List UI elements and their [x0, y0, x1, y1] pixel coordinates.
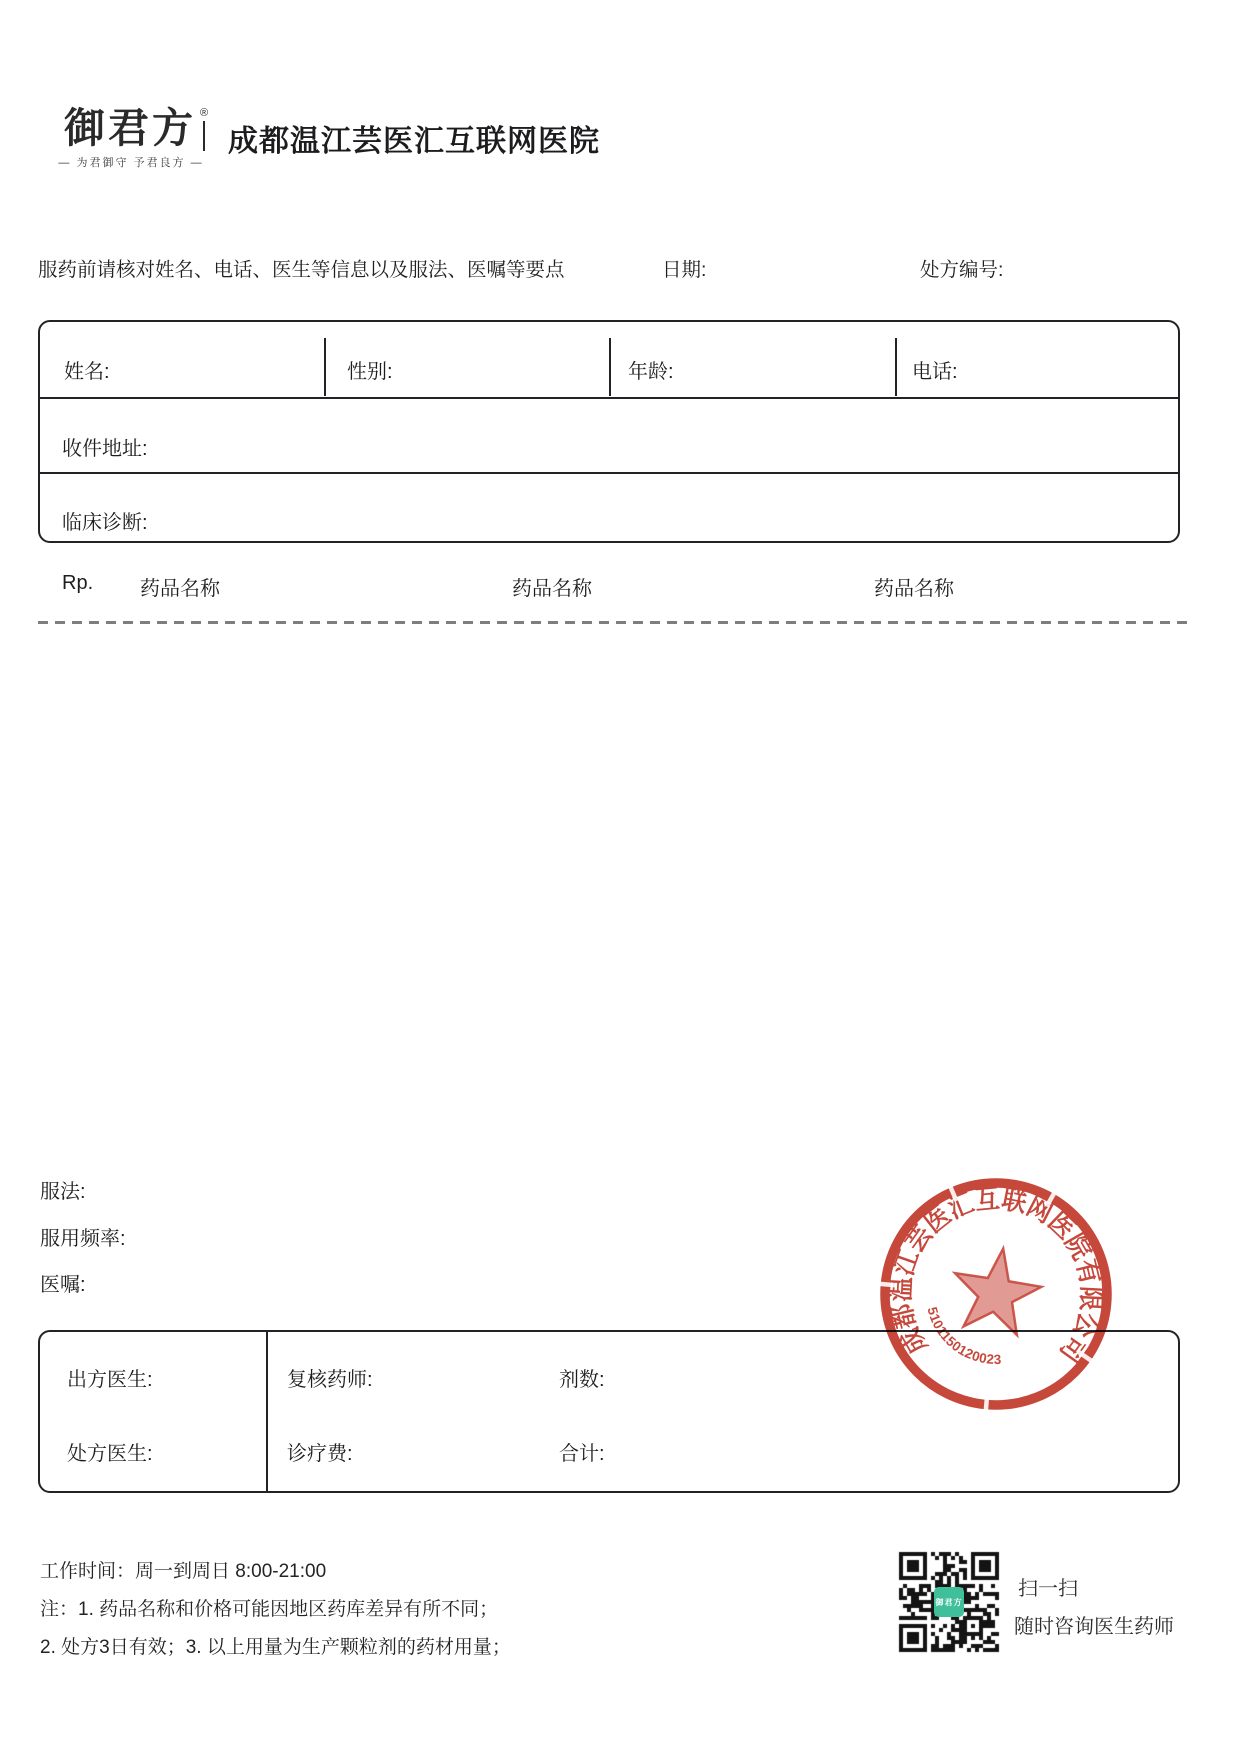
logo-vertical-bar [203, 121, 205, 151]
usage-method-label: 服法: [40, 1181, 86, 1203]
drug-name-column-1: 药品名称 [140, 578, 220, 600]
stamp-svg [868, 1166, 1124, 1422]
name-field-label: 姓名: [64, 361, 110, 383]
address-field-label: 收件地址: [62, 438, 148, 460]
registered-trademark-icon: ® [200, 107, 209, 119]
brand-logo-text: 御君方 [64, 104, 196, 152]
qr-center-logo: 御君方 [934, 1587, 964, 1617]
patient-box-col-divider-3 [895, 338, 897, 396]
drug-name-column-2: 药品名称 [512, 578, 592, 600]
patient-box-row-divider-2 [40, 472, 1178, 474]
scan-subtitle: 随时咨询医生药师 [1014, 1616, 1174, 1638]
drug-name-column-3: 药品名称 [874, 578, 954, 600]
stamp-serial-number: 5101150120023 [924, 1305, 1004, 1368]
prescribing-doctor-label: 处方医生: [67, 1443, 153, 1465]
work-hours-text: 工作时间：周一到周日 8:00-21:00 [40, 1561, 327, 1582]
hospital-title: 成都温江芸医汇互联网医院 [228, 125, 600, 158]
gender-field-label: 性别: [347, 361, 393, 383]
phone-field-label: 电话: [912, 361, 958, 383]
total-label: 合计: [559, 1443, 605, 1465]
patient-box-col-divider-2 [609, 338, 611, 396]
patient-box-col-divider-1 [324, 338, 326, 396]
review-pharmacist-label: 复核药师: [287, 1369, 373, 1391]
patient-box-row-divider-1 [40, 397, 1178, 399]
brand-tagline: — 为君御守 予君良方 — [58, 157, 204, 169]
svg-text:5101150120023 [924, 1305, 1003, 1367]
qr-code [898, 1551, 1000, 1653]
official-red-stamp [868, 1166, 1124, 1422]
issuing-doctor-label: 出方医生: [67, 1369, 153, 1391]
rx-dashed-divider [38, 621, 1190, 624]
scan-title: 扫一扫 [1018, 1578, 1078, 1600]
dose-count-label: 剂数: [559, 1369, 605, 1391]
diagnosis-field-label: 临床诊断: [62, 512, 148, 534]
age-field-label: 年龄: [628, 361, 674, 383]
consult-fee-label: 诊疗费: [287, 1443, 353, 1465]
usage-frequency-label: 服用频率: [40, 1228, 126, 1250]
rx-number-label: 处方编号: [920, 259, 1004, 281]
verify-notice-text: 服药前请核对姓名、电话、医生等信息以及服法、医嘱等要点 [38, 259, 565, 281]
doctor-advice-label: 医嘱: [40, 1274, 86, 1296]
patient-info-box [38, 320, 1180, 543]
stamp-star-icon [947, 1242, 1046, 1338]
footer-note-line2: 2. 处方3日有效；3. 以上用量为生产颗粒剂的药材用量； [40, 1637, 511, 1658]
signoff-box-col-divider [266, 1332, 268, 1491]
brand-logo-mark-block [200, 108, 208, 151]
stamp-graphics [875, 1182, 1108, 1416]
date-label: 日期: [662, 259, 707, 281]
stamp-company-name: 成都温江芸医汇互联网医院有限公司 [885, 1183, 1107, 1370]
rp-label: Rp. [62, 572, 94, 594]
brand-logo [64, 104, 209, 152]
footer-note-line1: 注：1. 药品名称和价格可能因地区药库差异有所不同； [40, 1599, 499, 1620]
